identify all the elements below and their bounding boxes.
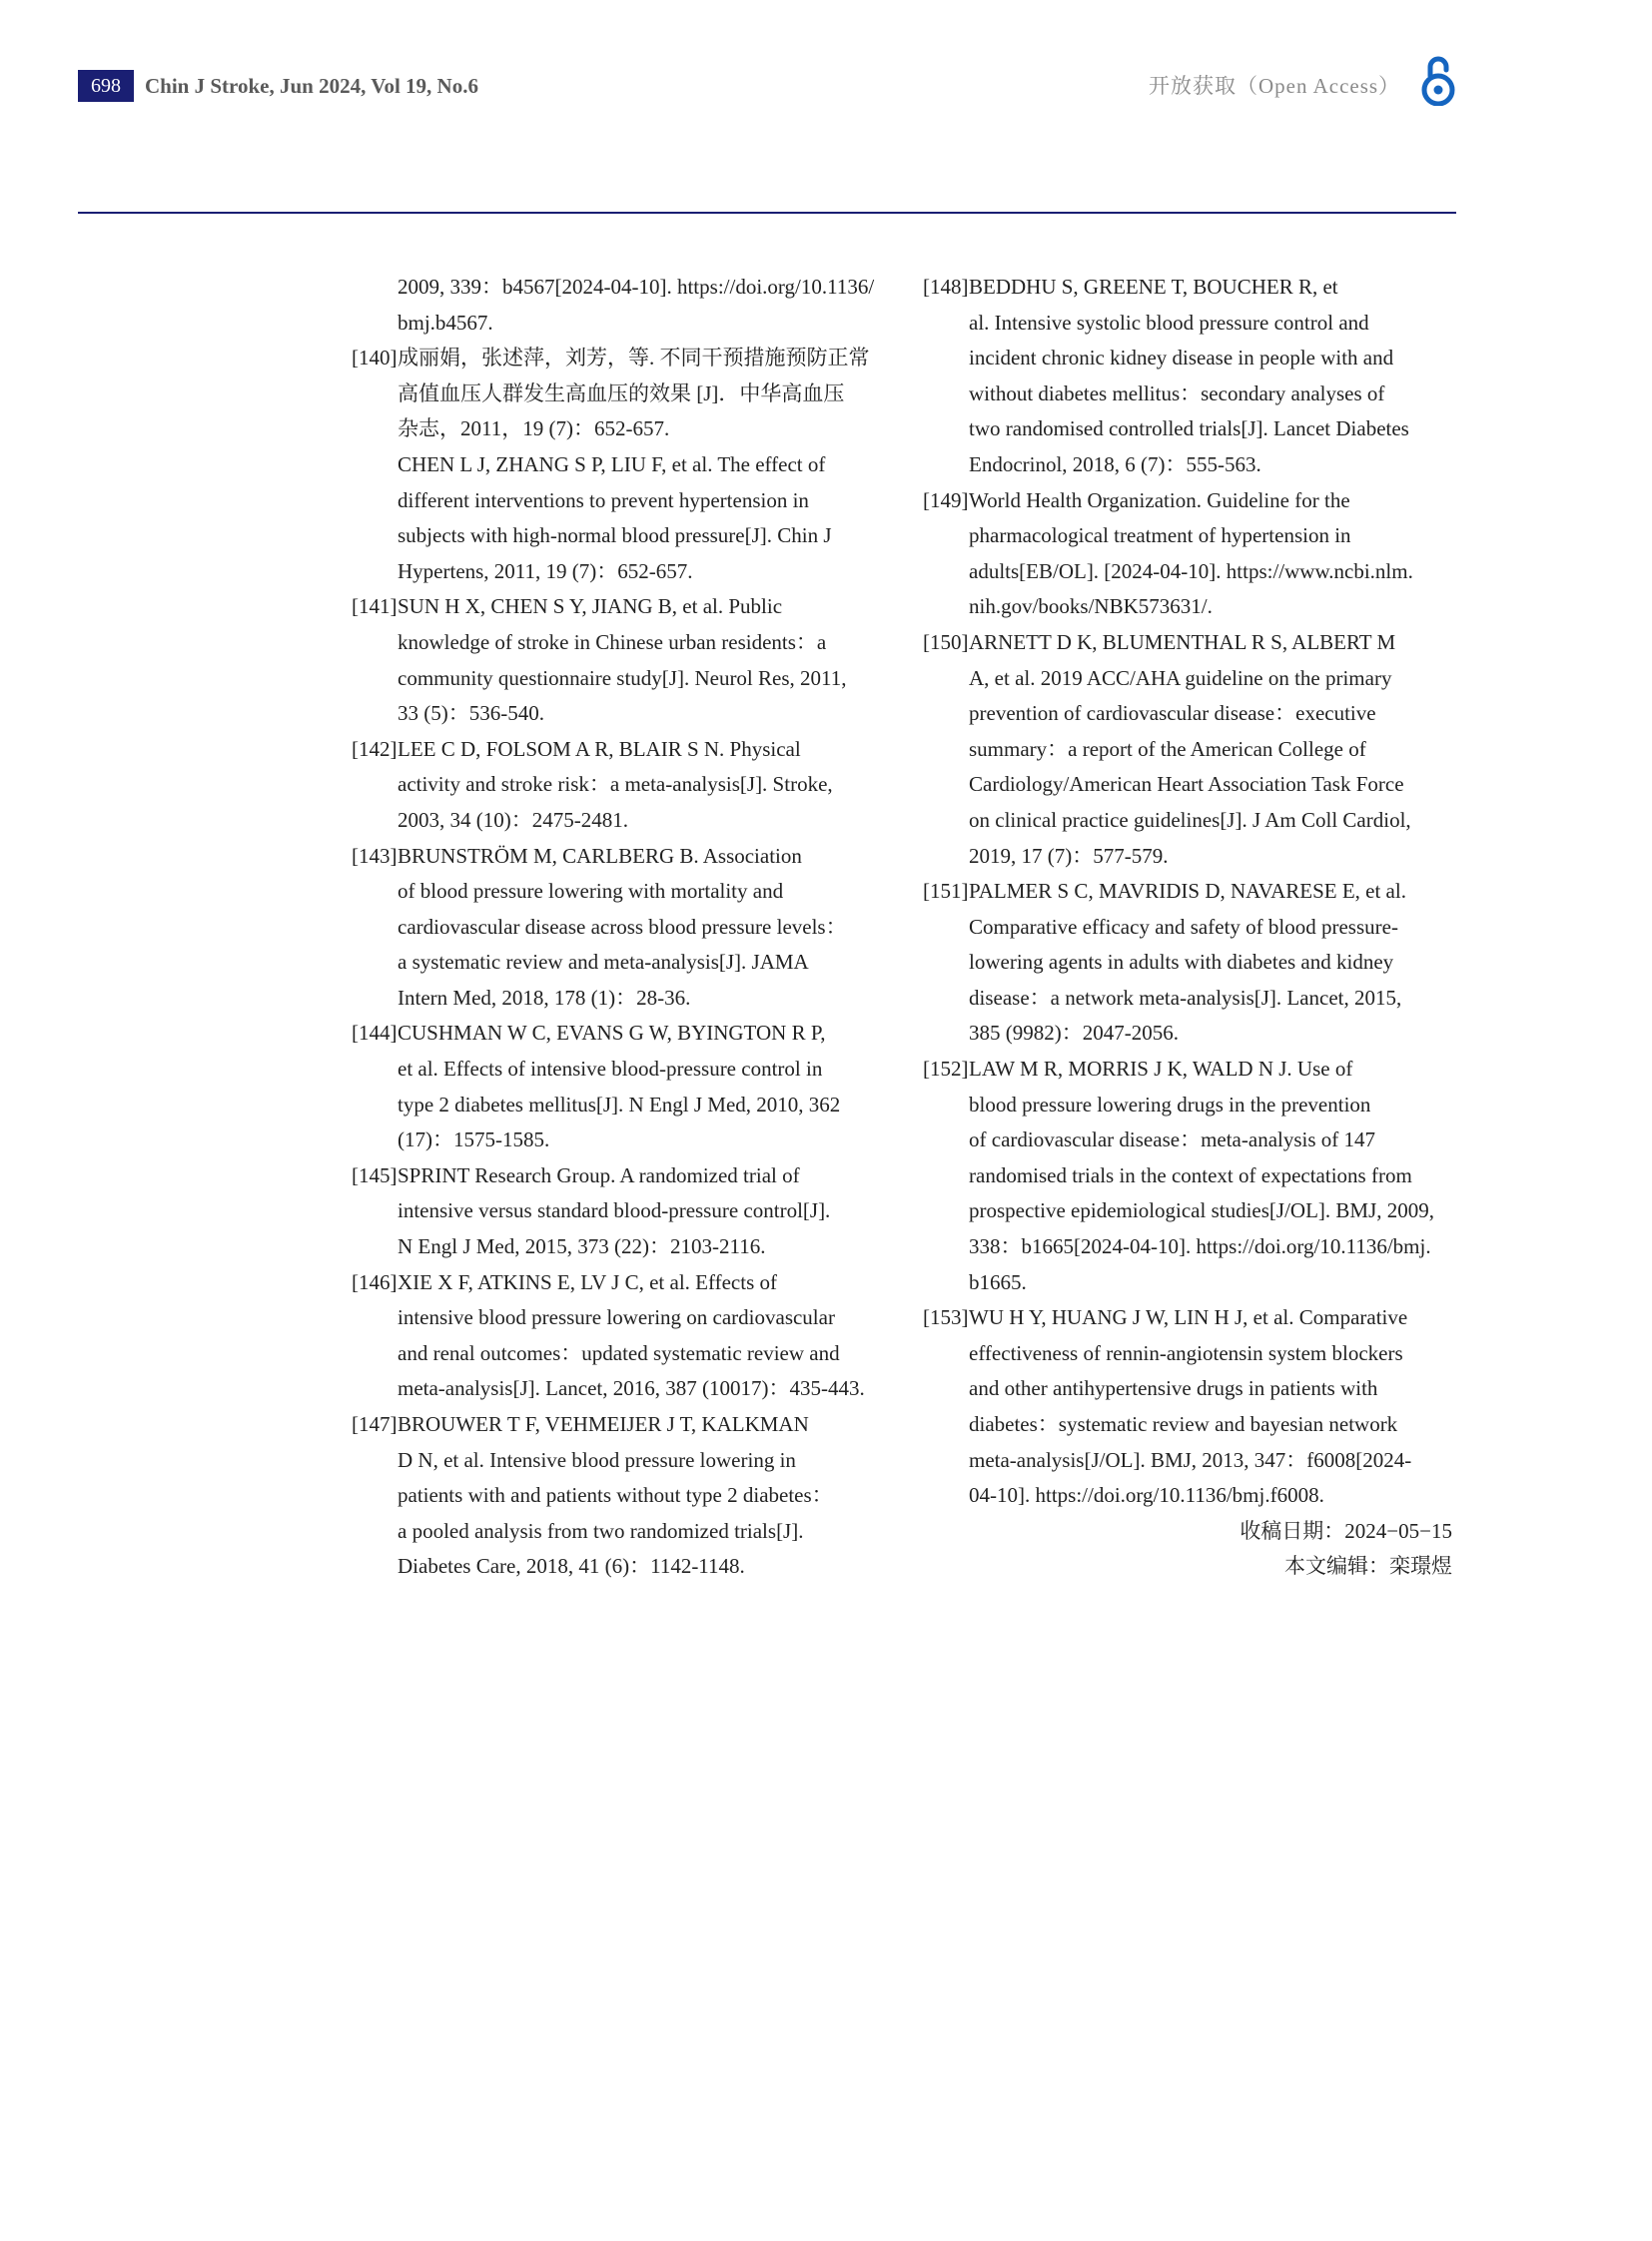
reference-entry xyxy=(352,1158,881,1265)
reference-text-line: intensive versus standard blood-pressure control[J]. xyxy=(398,1198,831,1223)
reference-number: [149] xyxy=(923,487,969,512)
reference-text-line: incident chronic kidney disease in people with and xyxy=(969,346,1394,371)
reference-number: [143] xyxy=(352,843,398,868)
reference-text-line: 杂志，2011，19 (7)：652-657. xyxy=(398,416,670,441)
reference-text-line: XIE X F, ATKINS E, LV J C, et al. Effects of xyxy=(398,1269,777,1294)
reference-text-line: of cardiovascular disease：meta-analysis of 147 xyxy=(969,1127,1376,1152)
reference-text-line: SUN H X, CHEN S Y, JIANG B, et al. Public xyxy=(398,594,783,619)
reference-text-line: (17)：1575-1585. xyxy=(398,1127,550,1152)
reference-text-line: subjects with high-normal blood pressure[J]. Chin J xyxy=(398,523,832,548)
reference-text-line: 338：b1665[2024-04-10]. https://doi.org/10.1136/bmj. xyxy=(969,1234,1431,1259)
reference-text-line: b1665. xyxy=(969,1269,1027,1294)
reference-text-line: ARNETT D K, BLUMENTHAL R S, ALBERT M xyxy=(969,629,1396,654)
reference-entry xyxy=(352,732,881,839)
reference-text-line: 2019, 17 (7)：577-579. xyxy=(969,843,1169,868)
reference-text-line: 2003, 34 (10)：2475-2481. xyxy=(398,807,628,832)
reference-text-line: without diabetes mellitus：secondary analyses of xyxy=(969,380,1385,405)
reference-entry xyxy=(352,341,881,589)
reference-text-line: CUSHMAN W C, EVANS G W, BYINGTON R P, xyxy=(398,1021,826,1046)
open-access-label: 开放获取（Open Access） xyxy=(1149,74,1401,98)
reference-text-line: intensive blood pressure lowering on cardiovascular xyxy=(398,1305,835,1330)
reference-text-line: A, et al. 2019 ACC/AHA guideline on the primary xyxy=(969,665,1392,690)
reference-text-line: LEE C D, FOLSOM A R, BLAIR S N. Physical xyxy=(398,736,801,761)
reference-text-line: summary：a report of the American College of xyxy=(969,736,1366,761)
reference-number: [140] xyxy=(352,346,398,371)
reference-number: [151] xyxy=(923,879,969,904)
reference-text-line: 高值血压人群发生高血压的效果 [J]．中华高血压 xyxy=(398,380,845,405)
reference-text-line: prospective epidemiological studies[J/OL]. BMJ, 2009, xyxy=(969,1198,1435,1223)
reference-text-line: BEDDHU S, GREENE T, BOUCHER R, et xyxy=(969,275,1338,299)
reference-text-line: pharmacological treatment of hypertension in xyxy=(969,523,1351,548)
reference-text-line: D N, et al. Intensive blood pressure lowering in xyxy=(398,1447,796,1472)
reference-text-line: 33 (5)：536-540. xyxy=(398,701,544,726)
reference-text-line: disease：a network meta-analysis[J]. Lancet, 2015, xyxy=(969,985,1402,1010)
header-divider xyxy=(78,212,1456,214)
reference-text-line: cardiovascular disease across blood pressure levels： xyxy=(398,914,847,939)
reference-entry xyxy=(352,1016,881,1157)
reference-text-line: two randomised controlled trials[J]. Lancet Diabetes xyxy=(969,416,1409,441)
reference-number: [148] xyxy=(923,275,969,299)
reference-text-line: and other antihypertensive drugs in patients with xyxy=(969,1376,1378,1401)
reference-number: [144] xyxy=(352,1021,398,1046)
reference-entry xyxy=(923,483,1452,625)
reference-number: [141] xyxy=(352,594,398,619)
reference-text-line: SPRINT Research Group. A randomized trial of xyxy=(398,1162,800,1187)
journal-citation: Chin J Stroke, Jun 2024, Vol 19, No.6 xyxy=(145,74,478,98)
reference-text-line: Hypertens, 2011, 19 (7)：652-657. xyxy=(398,558,693,583)
reference-text-line: 2009, 339：b4567[2024-04-10]. https://doi.org/10.1136/ xyxy=(398,275,875,299)
reference-text-line: adults[EB/OL]. [2024-04-10]. https://www.ncbi.nlm. xyxy=(969,558,1413,583)
editor-credit: 本文编辑：栾璟煜 xyxy=(1284,1554,1452,1579)
reference-text-line: a pooled analysis from two randomized trials[J]. xyxy=(398,1518,804,1543)
reference-text-line: LAW M R, MORRIS J K, WALD N J. Use of xyxy=(969,1057,1353,1082)
reference-text-line: BRUNSTRÖM M, CARLBERG B. Association xyxy=(398,843,802,868)
reference-column-left xyxy=(352,270,881,1585)
reference-text-line: blood pressure lowering drugs in the prevention xyxy=(969,1092,1371,1117)
reference-text-line: a systematic review and meta-analysis[J]. JAMA xyxy=(398,950,809,975)
reference-entry xyxy=(923,1052,1452,1300)
reference-text-line: of blood pressure lowering with mortality and xyxy=(398,879,784,904)
reference-number: [152] xyxy=(923,1057,969,1082)
reference-number: [147] xyxy=(352,1412,398,1436)
reference-text-line: meta-analysis[J]. Lancet, 2016, 387 (10017)：435-443. xyxy=(398,1376,865,1401)
reference-text-line: nih.gov/books/NBK573631/. xyxy=(969,594,1213,619)
reference-text-line: BROUWER T F, VEHMEIJER J T, KALKMAN xyxy=(398,1412,809,1436)
reference-text-line: 385 (9982)：2047-2056. xyxy=(969,1021,1179,1046)
reference-text-line: et al. Effects of intensive blood-pressure control in xyxy=(398,1057,823,1082)
reference-entry xyxy=(352,270,881,341)
reference-entry xyxy=(923,270,1452,483)
reference-entry xyxy=(923,1300,1452,1514)
reference-text-line: effectiveness of rennin-angiotensin system blockers xyxy=(969,1340,1403,1365)
reference-column-right xyxy=(923,270,1452,1585)
reference-entry xyxy=(352,1265,881,1407)
reference-text-line: randomised trials in the context of expectations from xyxy=(969,1162,1412,1187)
reference-text-line: Comparative efficacy and safety of blood pressure- xyxy=(969,914,1398,939)
reference-entry xyxy=(352,839,881,1017)
reference-number: [146] xyxy=(352,1269,398,1294)
reference-text-line: WU H Y, HUANG J W, LIN H J, et al. Comparative xyxy=(969,1305,1408,1330)
reference-number: [153] xyxy=(923,1305,969,1330)
reference-text-line: CHEN L J, ZHANG S P, LIU F, et al. The effect of xyxy=(398,451,826,476)
reference-text-line: World Health Organization. Guideline for the xyxy=(969,487,1350,512)
reference-text-line: diabetes：systematic review and bayesian network xyxy=(969,1412,1398,1436)
reference-text-line: different interventions to prevent hypertension in xyxy=(398,487,809,512)
reference-text-line: Endocrinol, 2018, 6 (7)：555-563. xyxy=(969,451,1261,476)
reference-entry xyxy=(352,589,881,731)
reference-text-line: prevention of cardiovascular disease：executive xyxy=(969,701,1376,726)
reference-text-line: activity and stroke risk：a meta-analysis[J]. Stroke, xyxy=(398,772,833,797)
reference-text-line: type 2 diabetes mellitus[J]. N Engl J Med, 2010, 362 xyxy=(398,1092,841,1117)
reference-text-line: Intern Med, 2018, 178 (1)：28-36. xyxy=(398,985,691,1010)
reference-text-line: Diabetes Care, 2018, 41 (6)：1142-1148. xyxy=(398,1554,745,1579)
received-date: 收稿日期：2024−05−15 xyxy=(1239,1518,1452,1543)
reference-text-line: bmj.b4567. xyxy=(398,310,493,335)
reference-text-line: community questionnaire study[J]. Neurol Res, 2011, xyxy=(398,665,847,690)
reference-entry xyxy=(923,874,1452,1052)
reference-text-line: meta-analysis[J/OL]. BMJ, 2013, 347：f6008[2024- xyxy=(969,1447,1412,1472)
reference-number: [150] xyxy=(923,629,969,654)
reference-text-line: al. Intensive systolic blood pressure control and xyxy=(969,310,1369,335)
open-access-lock-icon xyxy=(1418,54,1458,106)
reference-number: [145] xyxy=(352,1162,398,1187)
reference-entry xyxy=(352,1407,881,1585)
reference-number: [142] xyxy=(352,736,398,761)
reference-entry xyxy=(923,625,1452,874)
reference-text-line: N Engl J Med, 2015, 373 (22)：2103-2116. xyxy=(398,1234,766,1259)
reference-text-line: 04-10]. https://doi.org/10.1136/bmj.f6008. xyxy=(969,1483,1324,1508)
reference-text-line: knowledge of stroke in Chinese urban residents：a xyxy=(398,629,827,654)
reference-text-line: Cardiology/American Heart Association Task Force xyxy=(969,772,1404,797)
reference-text-line: patients with and patients without type 2 diabetes： xyxy=(398,1483,833,1508)
reference-text-line: lowering agents in adults with diabetes and kidney xyxy=(969,950,1394,975)
page-number: 698 xyxy=(78,70,134,102)
reference-text-line: PALMER S C, MAVRIDIS D, NAVARESE E, et al. xyxy=(969,879,1406,904)
reference-text-line: on clinical practice guidelines[J]. J Am Coll Cardiol, xyxy=(969,807,1411,832)
reference-text-line: 成丽娟，张述萍，刘芳，等. 不同干预措施预防正常 xyxy=(398,346,870,371)
reference-text-line: and renal outcomes：updated systematic review and xyxy=(398,1340,840,1365)
